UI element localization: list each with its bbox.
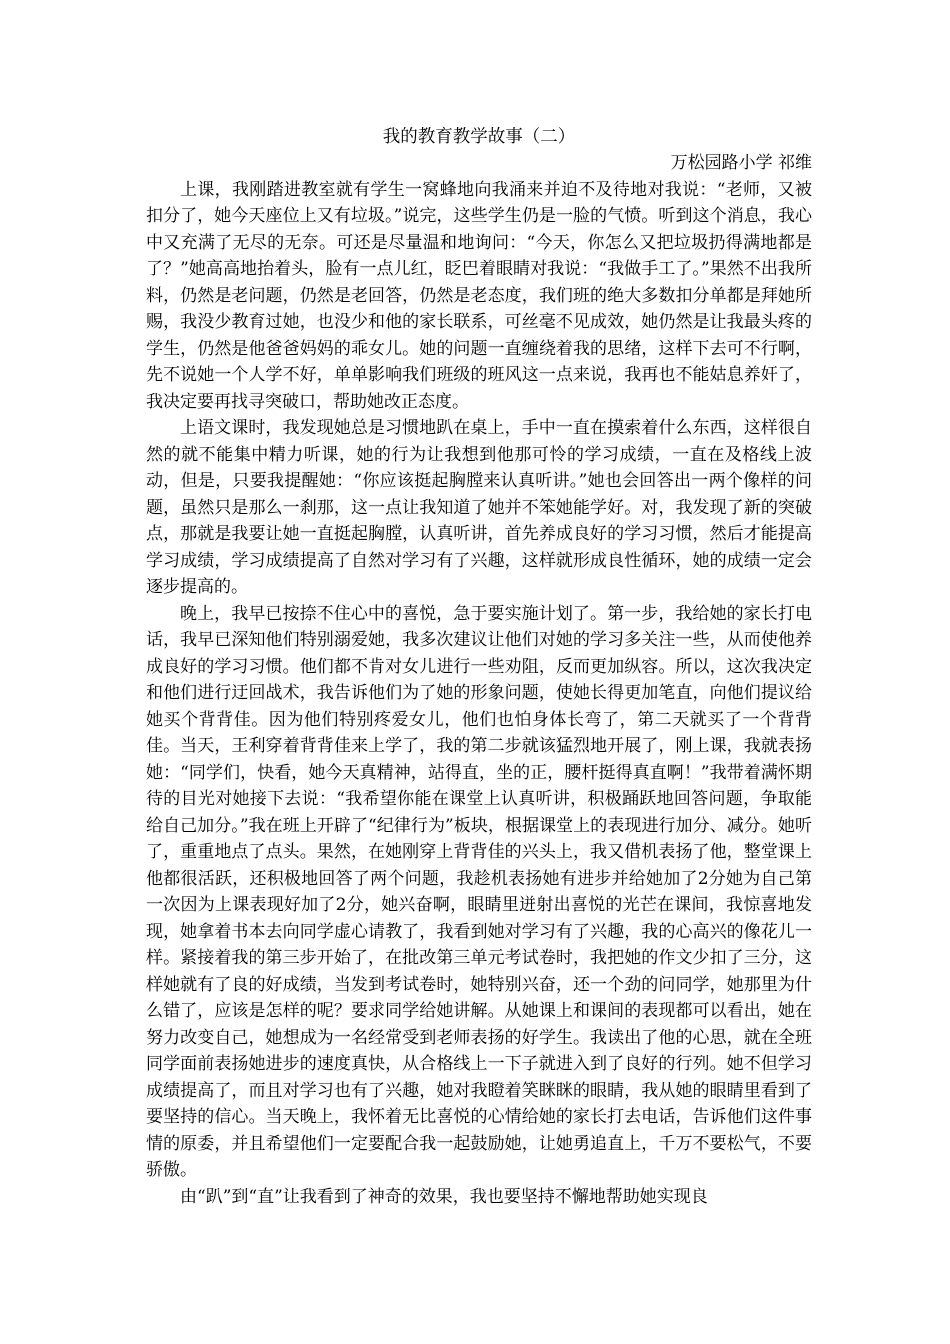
paragraph-1: 上课，我刚踏进教室就有学生一窝蜂地向我涌来并迫不及待地对我说：“老师，又被扣分了，她今天座位上又有垃圾。”说完，这些学生仍是一脸的气愤。听到这个消息，我心中又充满了无尽的无奈。可还是尽量温和地询问：“今天，你怎么又把垃圾扔得满地都是了？”她高高地抬着头，脸有一点儿红，眨巴着眼睛对我说：“我做手工了。”果然不出我所料，仍然是老问题，仍然是老回答，仍然是老态度，我们班的绝大多数扣分单都是拜她所赐，我没少教育过她，也没少和他的家长联系，可丝毫不见成效，她仍然是让我最头疼的学生，仍然是他爸爸妈妈的乖女儿。她的问题一直缠绕着我的思绪，这样下去可不行啊，先不说她一个人学不好，单单影响我们班级的班风这一点来说，我再也不能姑息养奸了，我决定要再找寻突破口，帮助她改正态度。 (146, 179, 812, 412)
paragraph-3: 晚上，我早已按捺不住心中的喜悦，急于要实施计划了。第一步，我给她的家长打电话，我早已深知他们特别溺爱她，我多次建议让他们对她的学习多关注一些，从而使他养成良好的学习习惯。他们都不肯对女儿进行一些劝阻，反而更加纵容。所以，这次我决定和他们进行迂回战术，我告诉他们为了她的形象问题，使她长得更加笔直，向他们提议给她买个背背佳。因为他们特别疼爱女儿，他们也怕身体长弯了，第二天就买了一个背背佳。当天，王利穿着背背佳来上学了，我的第二步就该猛烈地开展了，刚上课，我就表扬她：“同学们，快看，她今天真精神，站得直，坐的正，腰杆挺得真直啊！”我带着满怀期待的目光对她接下去说：“我希望你能在课堂上认真听讲，积极踊跃地回答问题，争取能给自己加分。”我在班上开辟了“纪律行为”板块，根据课堂上的表现进行加分、减分。她听了，重重地点了点头。果然，在她刚穿上背背佳的兴头上，我又借机表扬了他，整堂课上他都很活跃，还积极地回答了两个问题，我趁机表扬她有进步并给她加了2分她为自己第一次因为上课表现好加了2分，她兴奋啊，眼睛里迸射出喜悦的光芒在课间，我惊喜地发现，她拿着书本去向同学虚心请教了，我看到她对学习有了兴趣，我的心高兴的像花儿一样。紧接着我的第三步开始了，在批改第三单元考试卷时，我把她的作文少扣了三分，这样她就有了良的好成绩，当发到考试卷时，她特别兴奋，还一个劲的问同学，她那里为什么错了，应该是怎样的呢？要求同学给她讲解。从她课上和课间的表现都可以看出，她在努力改变自己，她想成为一名经常受到老师表扬的好学生。我读出了他的心思，就在全班同学面前表扬她进步的速度真快，从合格线上一下子就进入到了良好的行列。她不但学习成绩提高了，而且对学习也有了兴趣，她对我瞪着笑眯眯的眼睛，我从她的眼睛里看到了要坚持的信心。当天晚上，我怀着无比喜悦的心情给她的家长打去电话，告诉他们这件事情的原委，并且希望他们一定要配合我一起鼓励她，让她勇追直上，千万不要松气，不要骄傲。 (146, 603, 812, 1180)
document-page (146, 124, 812, 1210)
document-author: 万松园路小学 祁维 (670, 153, 812, 173)
paragraph-4: 由“趴”到“直”让我看到了神奇的效果，我也要坚持不懈地帮助她实现良 (180, 1186, 708, 1207)
document-title: 我的教育教学故事（二） (382, 127, 576, 147)
paragraph-2: 上语文课时，我发现她总是习惯地趴在桌上，手中一直在摸索着什么东西，这样很自然的就不能集中精力听课，她的行为让我想到他那可怜的学习成绩，一直在及格线上波动，但是，只要我提醒她：“你应该挺起胸膛来认真听讲。”她也会回答出一两个像样的问题，虽然只是那么一刹那，这一点让我知道了她并不笨她能学好。对，我发现了新的突破点，那就是我要让她一直挺起胸膛，认真听讲，首先养成良好的学习习惯，然后才能提高学习成绩，学习成绩提高了自然对学习有了兴趣，这样就形成良性循环，她的成绩一定会逐步提高的。 (146, 418, 812, 597)
